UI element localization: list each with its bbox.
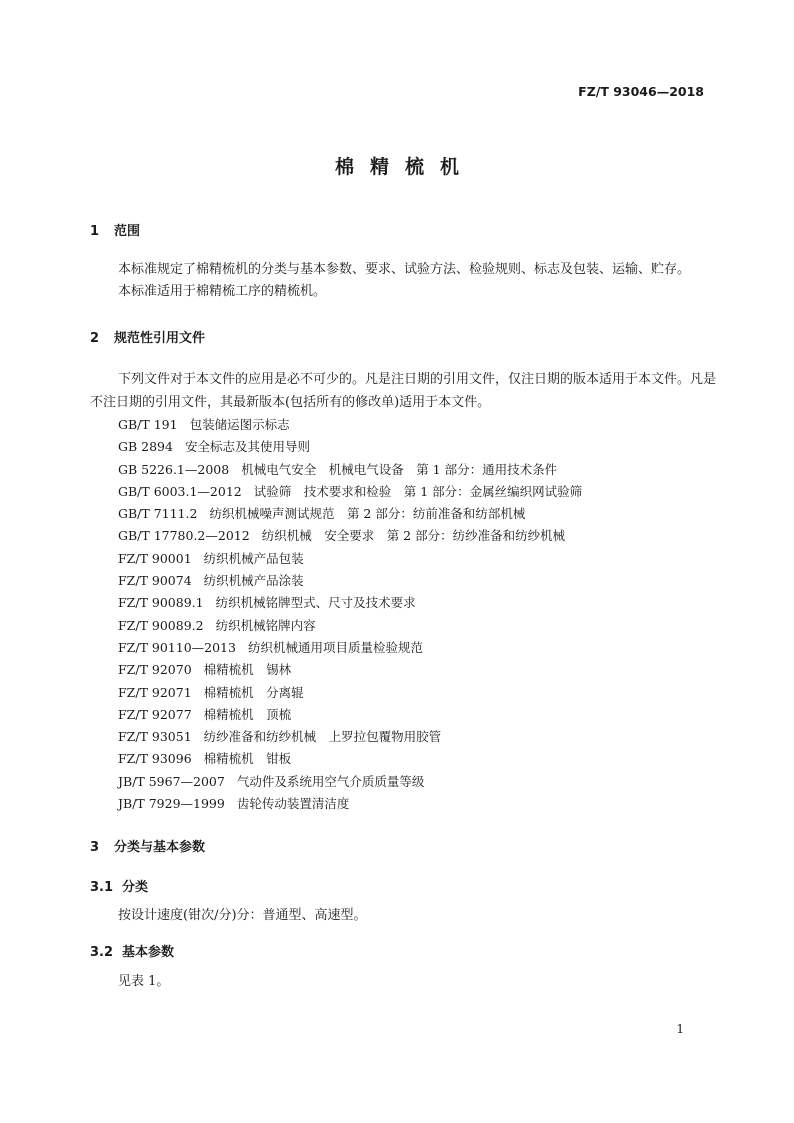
- reference-item: [118, 503, 582, 525]
- reference-code: GB 2894: [118, 439, 173, 455]
- reference-title: 包装储运图示标志: [189, 417, 290, 432]
- reference-code: FZ/T 90089.1: [118, 595, 204, 611]
- reference-item: [118, 659, 582, 681]
- reference-code: JB/T 7929—1999: [118, 796, 225, 812]
- reference-item: [118, 481, 582, 503]
- reference-title: 安全标志及其使用导则: [184, 439, 310, 455]
- reference-code: FZ/T 90074: [118, 573, 192, 589]
- reference-code: GB 5226.1—2008: [118, 461, 230, 477]
- section-number: 2: [90, 331, 100, 346]
- section-1-heading: [90, 220, 140, 239]
- reference-code: GB/T 6003.1—2012: [118, 483, 242, 499]
- page-number: 1: [676, 1022, 684, 1036]
- reference-code: FZ/T 90001: [118, 550, 192, 566]
- reference-code: GB/T 17780.2—2012: [118, 528, 250, 544]
- reference-title: 棉精梳机 分离辊: [203, 684, 304, 700]
- reference-title: 试验筛 技术要求和检验 第 1 部分：金属丝编织网试验筛: [253, 483, 583, 499]
- reference-code: FZ/T 92077: [118, 706, 192, 722]
- reference-code: FZ/T 93051: [118, 729, 192, 745]
- section-title: 分类: [122, 880, 149, 895]
- reference-title: 纺纱准备和纺纱机械 上罗拉包覆物用胶管: [203, 729, 442, 745]
- reference-code: FZ/T 92071: [118, 684, 192, 700]
- section-title: 基本参数: [122, 945, 175, 960]
- reference-item: [118, 682, 582, 704]
- reference-title: 纺织机械产品涂装: [203, 573, 304, 589]
- reference-title: 纺织机械产品包装: [203, 550, 304, 566]
- reference-code: FZ/T 93096: [118, 751, 192, 767]
- reference-item: [118, 548, 582, 570]
- reference-item: [118, 793, 582, 815]
- section-number: 1: [90, 224, 100, 239]
- document-title: 棉精梳机: [334, 156, 475, 178]
- section-title: 规范性引用文件: [114, 331, 206, 346]
- section-number: 3: [90, 840, 100, 855]
- reference-title: 齿轮传动装置清洁度: [236, 796, 350, 812]
- section-title: 范围: [114, 224, 141, 239]
- reference-item: [118, 615, 582, 637]
- reference-item: [118, 592, 582, 614]
- reference-title: 纺织机械通用项目质量检验规范: [247, 639, 423, 655]
- reference-item: [118, 525, 582, 547]
- section-number: 3.1: [90, 880, 114, 895]
- section-number: 3.2: [90, 945, 114, 960]
- reference-code: FZ/T 92070: [118, 662, 192, 678]
- reference-title: 机械电气安全 机械电气设备 第 1 部分：通用技术条件: [241, 461, 558, 477]
- reference-title: 纺织机械噪声测试规范 第 2 部分：纺前准备和纺部机械: [209, 506, 526, 522]
- reference-item: [118, 436, 582, 458]
- reference-item: [118, 748, 582, 770]
- reference-code: JB/T 5967—2007: [118, 773, 225, 789]
- subsection-3-2-heading: [90, 941, 174, 960]
- reference-item: [118, 704, 582, 726]
- section-title: 分类与基本参数: [114, 840, 206, 855]
- reference-item: [118, 570, 582, 592]
- paragraph: 见表 1。: [118, 974, 170, 989]
- reference-list: [118, 414, 582, 815]
- reference-code: GB/T 7111.2: [118, 506, 198, 522]
- reference-item: [118, 771, 582, 793]
- paragraph: 本标准适用于棉精梳工序的精梳机。: [118, 284, 327, 299]
- reference-title: 棉精梳机 锡林: [203, 662, 292, 678]
- reference-code: GB/T 191: [118, 417, 178, 432]
- reference-item: [118, 637, 582, 659]
- intro-paragraph: 下列文件对于本文件的应用是必不可少的。凡是注日期的引用文件，仅注日期的版本适用于本文件。凡是不注日期的引用文件，其最新版本(包括所有的修改单)适用于本文件。: [90, 372, 717, 410]
- reference-title: 纺织机械 安全要求 第 2 部分：纺纱准备和纺纱机械: [261, 528, 566, 544]
- reference-title: 气动件及系统用空气介质质量等级: [236, 773, 425, 789]
- reference-item: [118, 726, 582, 748]
- paragraph: 按设计速度(钳次/分)分：普通型、高速型。: [118, 908, 367, 923]
- section-2-heading: [90, 327, 205, 346]
- reference-code: FZ/T 90089.2: [118, 617, 204, 633]
- reference-title: 纺织机械铭牌内容: [215, 617, 316, 633]
- reference-code: FZ/T 90110—2013: [118, 639, 236, 655]
- reference-title: 棉精梳机 钳板: [203, 751, 292, 767]
- paragraph: 本标准规定了棉精梳机的分类与基本参数、要求、试验方法、检验规则、标志及包装、运输、贮存。: [118, 262, 691, 277]
- section-3-heading: [90, 836, 205, 855]
- reference-item: [118, 414, 582, 436]
- reference-title: 纺织机械铭牌型式、尺寸及技术要求: [215, 595, 416, 611]
- reference-title: 棉精梳机 顶梳: [203, 706, 292, 722]
- standard-code: FZ/T 93046—2018: [578, 84, 704, 99]
- reference-item: [118, 459, 582, 481]
- subsection-3-1-heading: [90, 876, 148, 895]
